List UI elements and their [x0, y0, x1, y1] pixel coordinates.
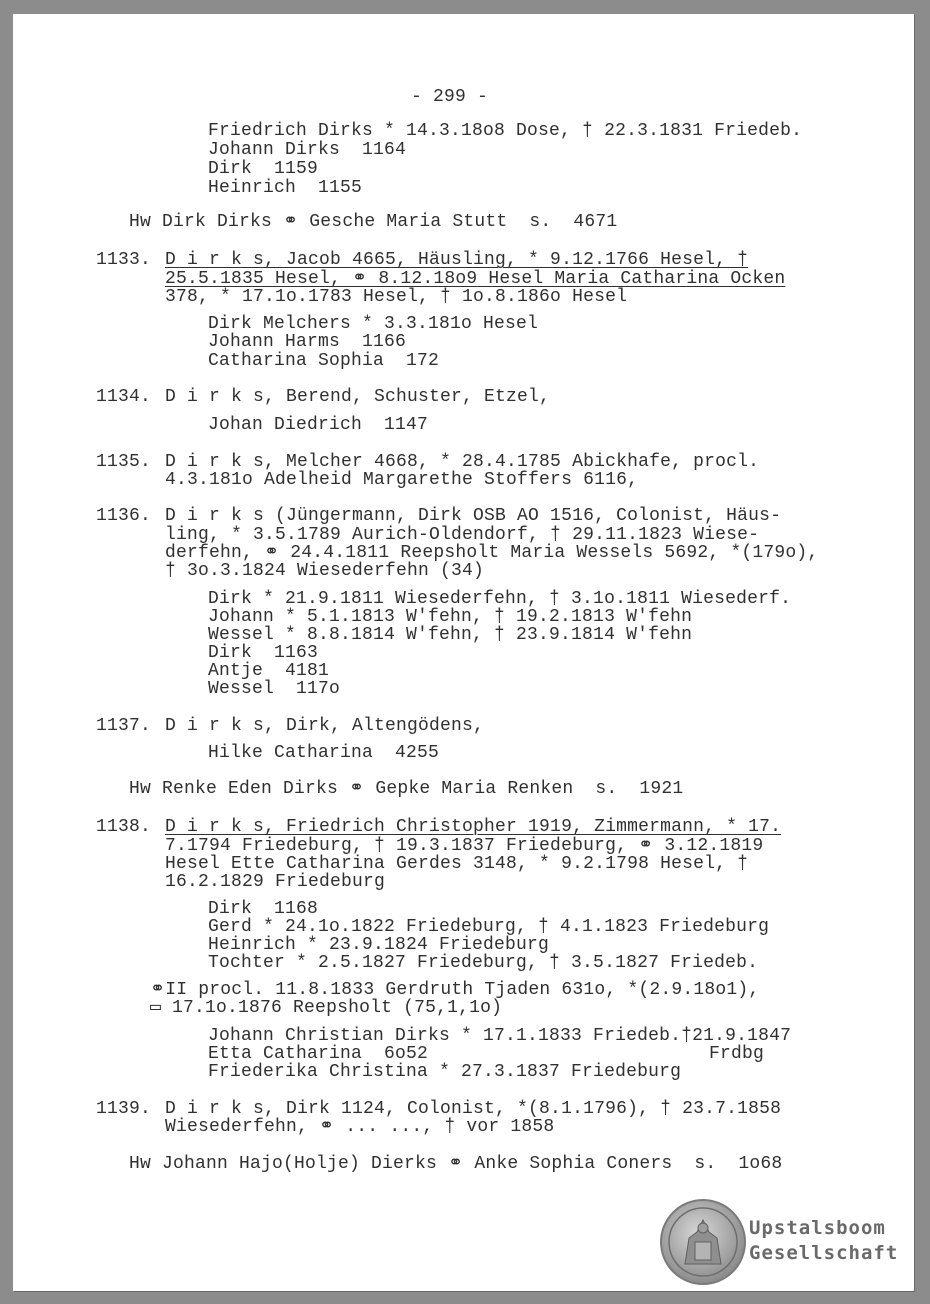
- entry-number: 1134.: [96, 387, 152, 407]
- child-line: Dirk 1163: [208, 643, 319, 663]
- second-marriage: ⚭II procl. 11.8.1833 Gerdruth Tjaden 631o, *(2.9.18o1),: [150, 980, 760, 1000]
- child-line: Dirk * 21.9.1811 Wiesederfehn, † 3.1o.1811 Wiesederf.: [208, 589, 792, 609]
- child-line: Dirk 1168: [208, 899, 319, 919]
- child-line: Antje 4181: [208, 661, 330, 681]
- entry-text: D i r k s (Jüngermann, Dirk OSB AO 1516, Colonist, Häus-: [165, 506, 782, 526]
- entry-number: 1138.: [96, 817, 152, 837]
- entry-number: 1137.: [96, 716, 152, 736]
- entry-text: 4.3.181o Adelheid Margarethe Stoffers 6116,: [165, 470, 639, 490]
- child-line: Wessel * 8.8.1814 W'fehn, † 23.9.1814 W'fehn: [208, 625, 693, 645]
- entry-text: Hesel Ette Catharina Gerdes 3148, * 9.2.1798 Hesel, †: [165, 854, 749, 874]
- logo-text-line2: Gesellschaft: [749, 1242, 899, 1264]
- child-line: Dirk 1159: [208, 159, 319, 179]
- child-line: Johan Diedrich 1147: [208, 415, 429, 435]
- entry-number: 1135.: [96, 452, 152, 472]
- child-line: Wessel 117o: [208, 679, 341, 699]
- hw-reference: Hw Johann Hajo(Holje) Dierks ⚭ Anke Sophia Coners s. 1o68: [129, 1154, 783, 1174]
- entry-number: 1139.: [96, 1099, 152, 1119]
- logo-text-line1: Upstalsboom: [749, 1217, 886, 1239]
- child-line: Friederika Christina * 27.3.1837 Friedeburg: [208, 1062, 682, 1082]
- child-line: Johann Christian Dirks * 17.1.1833 Friedeb.†21.9.1847: [208, 1026, 792, 1046]
- entry-text: Wiesederfehn, ⚭ ... ..., † vor 1858: [165, 1117, 555, 1137]
- child-line: Catharina Sophia 172: [208, 351, 440, 371]
- child-line: Tochter * 2.5.1827 Friedeburg, † 3.5.1827 Friedeb.: [208, 953, 759, 973]
- child-line: Johann Harms 1166: [208, 332, 407, 352]
- entry-text: D i r k s, Dirk, Altengödens,: [165, 716, 485, 736]
- entry-text: † 3o.3.1824 Wiesederfehn (34): [165, 561, 485, 581]
- child-line: Johann * 5.1.1813 W'fehn, † 19.2.1813 W'fehn: [208, 607, 693, 627]
- entry-text: D i r k s, Melcher 4668, * 28.4.1785 Abickhafe, procl.: [165, 452, 760, 472]
- page-number: - 299 -: [411, 87, 489, 107]
- entry-text: D i r k s, Jacob 4665, Häusling, * 9.12.1766 Hesel, †: [165, 250, 749, 270]
- entry-text: 378, * 17.1o.1783 Hesel, † 1o.8.186o Hesel: [165, 287, 628, 307]
- entry-text: D i r k s, Friedrich Christopher 1919, Zimmermann, * 17.: [165, 817, 782, 837]
- entry-number: 1133.: [96, 250, 152, 270]
- second-marriage: ▭ 17.1o.1876 Reepsholt (75,1,1o): [150, 998, 503, 1018]
- child-line: Friedrich Dirks * 14.3.18o8 Dose, † 22.3.1831 Friedeb.: [208, 121, 803, 141]
- entry-number: 1136.: [96, 506, 152, 526]
- entry-text: derfehn, ⚭ 24.4.1811 Reepsholt Maria Wessels 5692, *(179o),: [165, 543, 819, 563]
- child-line: Heinrich * 23.9.1824 Friedeburg: [208, 935, 550, 955]
- place-note: Frdbg: [709, 1044, 765, 1064]
- child-line: Etta Catharina 6o52: [208, 1044, 429, 1064]
- entry-text: D i r k s, Berend, Schuster, Etzel,: [165, 387, 551, 407]
- child-line: Gerd * 24.1o.1822 Friedeburg, † 4.1.1823 Friedeburg: [208, 917, 770, 937]
- entry-text: ling, * 3.5.1789 Aurich-Oldendorf, † 29.11.1823 Wiese-: [165, 525, 760, 545]
- hw-reference: Hw Renke Eden Dirks ⚭ Gepke Maria Renken s. 1921: [129, 779, 684, 799]
- seal-logo-icon: [659, 1198, 747, 1286]
- entry-text: D i r k s, Dirk 1124, Colonist, *(8.1.1796), † 23.7.1858: [165, 1099, 782, 1119]
- hw-reference: Hw Dirk Dirks ⚭ Gesche Maria Stutt s. 4671: [129, 212, 618, 232]
- entry-text: 7.1794 Friedeburg, † 19.3.1837 Friedeburg, ⚭ 3.12.1819: [165, 836, 764, 856]
- entry-text: 25.5.1835 Hesel, ⚭ 8.12.18o9 Hesel Maria Catharina Ocken: [165, 269, 786, 289]
- entry-text: 16.2.1829 Friedeburg: [165, 872, 386, 892]
- child-line: Hilke Catharina 4255: [208, 743, 440, 763]
- document-page: [13, 14, 914, 1291]
- child-line: Johann Dirks 1164: [208, 140, 407, 160]
- child-line: Heinrich 1155: [208, 178, 363, 198]
- child-line: Dirk Melchers * 3.3.181o Hesel: [208, 314, 539, 334]
